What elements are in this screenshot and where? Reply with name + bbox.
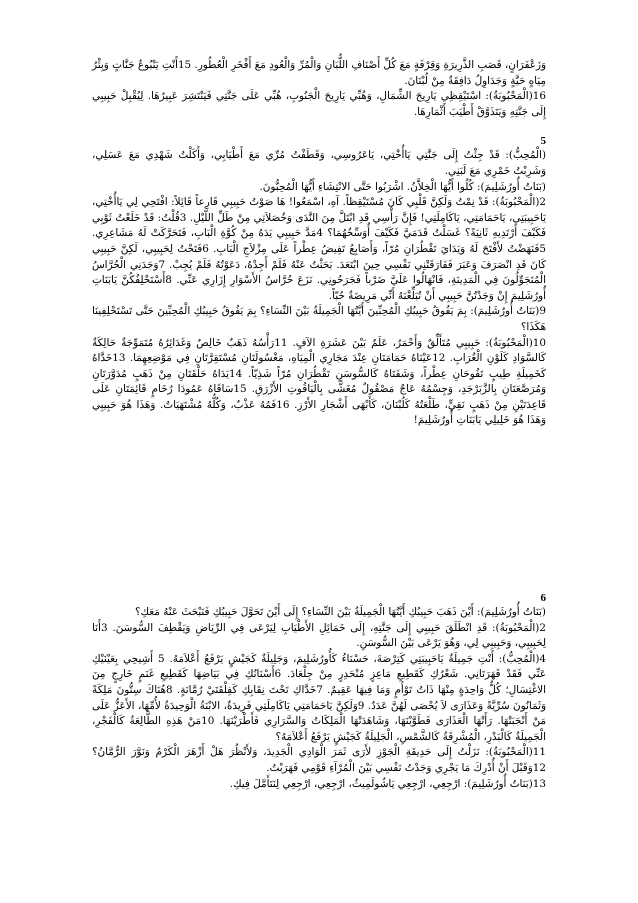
text-line: مِزْلاَجِ الْبَابِ. 6فَتَحْتُ لِحَبِيبِي، لَكِنَّ حَبِيبِي كَانَ قَدِ انْصَرَفَ وَعَبَرَ فَفَارَقَتْنِي نَفْسِي حِينَ ابْتَعَدَ. <box>92 242 546 271</box>
text-line: عَسَلِي، وَشَرِبْتُ خَمْرِي مَعَ لَبَنِي. <box>92 149 546 177</box>
chapter-number: 5 <box>540 135 546 148</box>
text-line: السُّوسَنَ. 3أَنَا لِحَبِيبِي، وَحَبِيبِي لِي، وَهُوَ يَرْعَى بَيْنَ السُّوسَنِ. <box>92 621 546 650</box>
text-line: 15سَاقَاهُ عَمُودَا رُخَامٍ قَائِمَتَانِ عَلَى قَاعِدَتَيْنِ مِنْ ذَهَبٍ نَقِيٍّ، طَلْعَتُهُ كَلُبْنَانَ، كَأَبْهَى أَشْجَارِ <box>92 383 546 411</box>
paragraph-verses-2-3 <box>92 621 546 652</box>
chapter-number: 6 <box>540 592 546 605</box>
text-line: حَلْقَتَانِ مِنْ ذَهَبٍ مُدَوَّرَتَانِ وَمُرَصَّعَتَانِ بِالزَّبَرْجَدِ، وَجِسْمُهُ عَاجٌ مَصْقُولٌ مُغَشًّى بِالْيَاقُوتِ الأَزْرَقِ. <box>92 367 546 396</box>
text-line: كَفِلْقَتَيْ رُمَّانَةٍ. 8هُنَاكَ سِتُّونَ مَلِكَةً وَثَمَانُونَ سُرِّيَّةً وَعَذَارَى لاَ يُحْصَى لَهُنَّ عَدَدٌ. 9وَلَكِنَّ يَاحَمَامَتِي <box>92 684 546 712</box>
text-line: الْمَلِكَاتُ وَالسَّرَارِي فَأَطْرَيْنَهَا. 10مَنْ هَذِهِ الطَّالِعَةُ كَالْفَجْرِ، الْجَمِيلَةُ كَالْبَدْرِ، الْمُشْرِقَةُ كَالشَّمْسِ، <box>92 715 546 743</box>
text-line: حَبِيبِي أَنْ تُبَلِّغْنَهُ أَنِّي مَرِيضَةٌ حُبّاً. <box>328 289 463 302</box>
text-line: 13(بَنَاتُ أُورُشَلِيمَ): ارْجِعِي، ارْجِعِي يَاشُولَمِيثُ، ارْجِعِي، ارْجِعِي لِنَتَأَمَّلَ فِيكِ. <box>229 777 546 790</box>
chapter-5-section <box>92 134 546 429</box>
paragraph-verse-13 <box>92 777 546 793</box>
intro-section <box>92 58 546 120</box>
text-line: 2(الْمَحْبُوبَةُ): قَدْ نِمْتُ وَلَكِنَّ قَلْبِي كَانَ مُسْتَيْقِظاً. آهِ، اسْمَعُوا! هَا صَوْتُ حَبِيبِي قَارِعاً قَائِلاً: افْتَحِي <box>141 196 547 209</box>
text-line: 11(الْمَحْبُوبَةُ): نَزَلْتُ إِلَى حَدِيقَةِ الْجَوْزِ لأَرَى ثَمَرَ الْوَادِي الْجَدِيدَ، وَلأَنْظُرَ هَلْ أَزْهَرَ الْكَرْمُ وَنَوَّرَ <box>131 746 546 759</box>
text-line: لِيُقْبِلْ حَبِيبِي إِلَى جَنَّتِهِ وَيَتَذَوَّقْ أَطْيَبَ أَثْمَارِهَا. <box>92 90 546 118</box>
text-line: تَسْتَحْلِفِينَا هَكَذَا؟ <box>92 305 546 333</box>
text-line: 16(الْمَحْبُوبَةُ): اسْتَيْقِظِي يَارِيحَ الشِّمَالِ، وَهُبِّي يَارِيحَ الْجَنُوبِ، هُبِّي عَلَى جَنَّتِي فَيَنْتَشِرَ عَبِيرُهَا. <box>147 90 546 103</box>
text-line: (بَنَاتُ أُورُشَلِيمَ): كُلُوا أَيُّهَا الْخِلاَّنُ. اشْرَبُوا حَتَّى الانْتِشَاءِ أَيُّهَا الْمُحِبُّونَ. <box>259 180 546 193</box>
text-line: وَزَعْفَرَانٍ، قَصَبِ الذَّرِيرَةِ وَقِرْفَةٍ مَعَ كُلِّ أَصْنَافِ اللُّبَانِ وَالْمُرِّ وَالْعُودِ مَعَ أَفْخَرِ الْعُطُورِ. 15أَنْتِ <box>161 59 546 71</box>
paragraph-daughters-reply <box>92 180 546 196</box>
text-line: فِي مَوْضِعِهِمَا. 13خَدَّاهُ كَخَمِيلَةِ طِيبٍ تَفُوحَانِ عِطْراً، وَشَفَتَاهُ كَالسُّوسَنِ تَقْطُرَانِ مُرّاً شَذِيّاً. 14يَدَاهُ <box>92 352 546 380</box>
text-line: مُتَمَوِّجَةٌ حَالِكَةٌ كَالسَّوَادِ كَلَوْنِ الْغُرَابِ. 12عَيْنَاهُ حَمَامَتَانِ عِنْدَ مَجَارِي الْمِيَاهِ، مَغْسُولَتَانِ مُسْتَقِرَّتَانِ <box>92 336 546 365</box>
text-line: (الْمُحِبُّ): قَدْ جِئْتُ إِلَى جَنَّتِي يَاأُخْتِي، يَاعَرُوسِي، وَقَطَفْتُ مُرِّي مَعَ أَطْيَابِي، وَأَكَلْتُ شَهْدِي مَعَ <box>128 149 546 162</box>
text-line: 9(بَنَاتُ أُورُشَلِيمَ): بِمَ يَفُوقُ حَبِيبُكِ الْمُحِبِّينَ أَيَّتُهَا الْجَمِيلَةُ بَيْنَ النِّسَاءِ؟ بِمَ يَفُوقُ حَبِيبُكِ الْمُحِبِّينَ حَتَّى <box>135 305 546 318</box>
text-line: لِي يَاأُخْتِي، يَاحَبِيبَتِي، يَاحَمَامَتِي، يَاكَامِلَتِي! فَإِنَّ رَأْسِي قَدِ ابْتَلَّ مِنَ النَّدَى وَخُصَلاَتِي مِنْ طَلِّ اللَّيْلِ. <box>92 196 547 224</box>
text-line: يَاكَامِلَتِي فَرِيدَةٌ، الابْنَةُ الْوَحِيدَةُ لأُمِّهَا، الأَعَزُّ عَلَى مَنْ أَنْجَبَتْهَا. رَأَتْهَا الْعَذَارَى فَطَوَّبْنَهَا، وَشَاهَدَتْهَا <box>92 699 546 728</box>
text-line: الْجَلِيلَةُ كَجَيْشٍ يَرْفَعُ أَعْلاَمَهُ؟ <box>275 730 393 743</box>
text-line: 3قُلْتُ: قَدْ خَلَعْتُ ثَوْبِي فَكَيْفَ أَرْتَدِيهِ ثَانِيَةً؟ غَسَلْتُ قَدَمَيَّ فَكَيْفَ أُوَسِّخُهُمَا؟ 4مَدَّ حَبِيبِي يَدَهُ مِنْ كُوَّةِ <box>92 211 546 240</box>
paragraph-verses-11-12 <box>92 745 546 776</box>
paragraph-verse-16 <box>92 89 546 120</box>
chapter-6-section <box>92 591 546 792</box>
paragraph-verse-9 <box>92 304 546 335</box>
paragraph-verses-4-10 <box>92 652 546 746</box>
text-line: يَنْبُوعُ جَنَّاتٍ وَبِئْرُ مِيَاهٍ حَيَّةٍ وَجَدَاوِلُ دَافِقَةٌ مِنْ لُبْنَانَ. <box>92 59 546 87</box>
text-line: كَقَطِيعِ غَنَمٍ خَارِجٍ مِنَ الاغْتِسَالِ؛ كُلٌّ وَاحِدَةٍ مِنْهَا ذَاتُ تَوْأَمٍ وَمَا فِيهَا عَقِيمٌ. 7خَدَّاكِ تَحْتَ نِقَابِكِ <box>92 668 546 697</box>
text-line: مَعَكِ؟ <box>134 606 160 619</box>
text-line: (بَنَاتُ أُورُشَلِيمَ): أَيْنَ ذَهَبَ حَبِيبُكِ أَيَّتُهَا الْجَمِيلَةُ بَيْنَ النِّسَاءِ؟ إِلَى أَيْنَ تَحَوَّلَ حَبِيبُكِ فَنَبْحَثَ عَنْهُ <box>163 606 546 619</box>
text-line: 4(الْمُحِبُّ): أَنْتِ جَمِيلَةٌ يَاحَبِيبَتِي كَتِرْصَةَ، حَسْنَاءُ كَأُورُشَلِيمَ، وَجَلِيلَةٌ كَجَيْشٍ يَرْفَعُ أَعْلاَمَهُ. 5 <box>157 652 546 665</box>
paragraph-verses-10-16 <box>92 336 546 430</box>
text-line: 2(الْمَحْبُوبَةُ): قَدِ انْطَلَقَ حَبِيبِي إِلَى جَنَّتِهِ، إِلَى خَمَائِلِ الأَطْيَابِ لِيَرْعَى فِي الرِّيَاضِ وَيَقْطِفَ <box>158 621 546 634</box>
text-line: 10(الْمَحْبُوبَةُ): حَبِيبِي مُتَأَلِّقٌ وَأَحْمَرُ، عَلَمٌ بَيْنَ عَشَرَةِ الآفٍ. 11رَأْسُهُ ذَهَبٌ خَالِصٌ وَغَدَائِرُهُ <box>158 336 546 349</box>
text-line: الرُّمَّانُ؟ 12وَقَبْلَ أَنْ أُدْرِكَ مَا يَجْرِي وَجَدْتُ نَفْسِي بَيْنَ الْمُرْآءِ قَوْمِي فَهَرَبْتُ. <box>92 746 546 774</box>
paragraph-verse-14-15 <box>92 58 546 89</box>
text-line: ضَرْباً فَجَرَحُونِي. نَزَعَ حُرَّاسُ الأَسْوَارِ إِزَارِي عَنِّي. 8أَسْتَحْلِفُكُنَّ يَابَنَاتِ أُورُشَلِيمَ إِنْ وَجَدْتُنَّ <box>92 274 546 302</box>
text-line: أَشِيحِي بِعَيْنَيْكِ عَنِّي فَقَدْ قَهَرَتَانِي. شَعْرُكِ كَقَطِيعِ مَاعِزٍ مُنْحَدِرٍ مِنْ جِلْعَادَ. 6أَسْنَانُكِ فِي بَيَاضِهَا <box>92 652 547 681</box>
paragraph-verse-1 <box>92 148 546 179</box>
text-line: بَحَثْتُ عَنْهُ فَلَمْ أَجِدْهُ، دَعَوْتُهُ فَلَمْ يُجِبْ. 7وَجَدَنِي الْحُرَّاسُ الْمُتَجَوِّلُونَ فِي الْمَدِينَةِ، فَانْهَالُوا عَلَيَّ <box>92 258 546 287</box>
text-line: الْبَابِ، فَتَحَرَّكَتْ لَهُ مَشَاعِرِي. 5فَنَهَضْتُ لأَفْتَحَ لَهُ وَيَدَايَ تَقْطُرَانِ مُرّاً، وَأَصَابِعُ تَفِيضُ عِطْراً عَلَى <box>92 227 546 255</box>
text-line: الأَرْزِ. 16فَمُهُ عَذْبٌ، وَكُلُّهُ مُشْتَهَيَاتٌ. وَهَذَا هُوَ حَبِيبِي وَهَذَا هُوَ خَلِيلِي يَابَنَاتِ أُورُشَلِيمَ! <box>92 398 546 427</box>
paragraph-verse-1 <box>92 605 546 621</box>
paragraph-verses-2-8 <box>92 195 546 304</box>
